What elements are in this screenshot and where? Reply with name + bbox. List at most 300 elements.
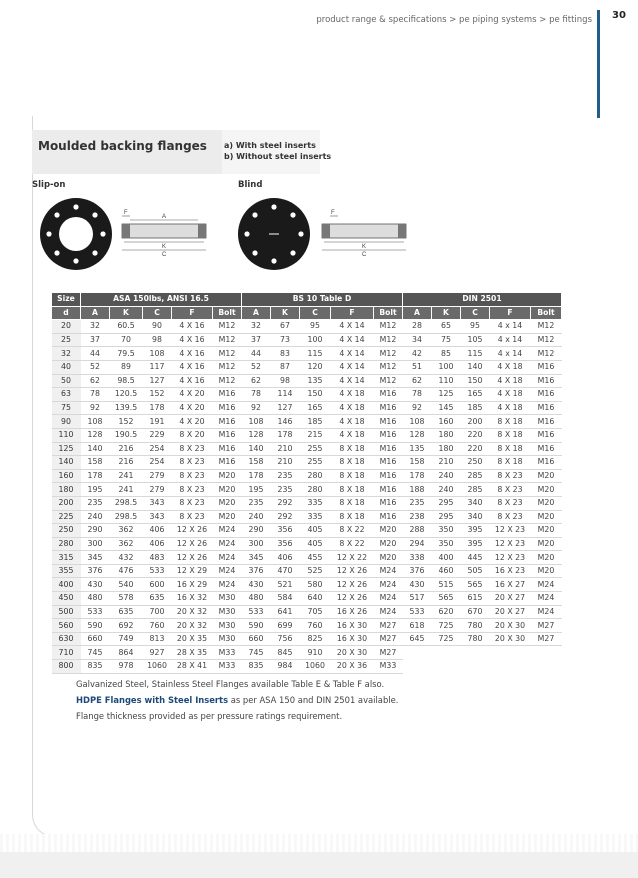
- table-cell: 20 X 27: [490, 605, 531, 619]
- table-cell: 235: [81, 496, 110, 510]
- table-cell: M24: [213, 551, 242, 565]
- table-cell: M24: [374, 564, 403, 578]
- notes: [76, 676, 398, 724]
- table-cell: 140: [81, 442, 110, 456]
- table-cell: 813: [143, 632, 172, 646]
- table-cell: 52: [242, 360, 271, 374]
- table-cell: M20: [531, 496, 562, 510]
- table-cell: 620: [432, 605, 461, 619]
- table-body: [52, 320, 562, 673]
- table-cell: M24: [213, 578, 242, 592]
- table-cell: 285: [461, 483, 490, 497]
- table-cell: 430: [242, 578, 271, 592]
- table-cell: 780: [461, 619, 490, 633]
- column-header: C: [300, 306, 331, 320]
- table-cell: 470: [271, 564, 300, 578]
- table-cell: 100: [300, 333, 331, 347]
- table-cell: 240: [242, 510, 271, 524]
- slip-on-dim-a: A: [162, 214, 167, 220]
- table-cell: M12: [213, 360, 242, 374]
- table-cell: M16: [374, 483, 403, 497]
- table-cell: 376: [242, 564, 271, 578]
- table-cell: M16: [531, 360, 562, 374]
- note-line-2: [76, 692, 398, 708]
- table-cell: M33: [213, 660, 242, 674]
- table-cell: 280: [300, 483, 331, 497]
- column-header: Bolt: [531, 306, 562, 320]
- table-cell: 145: [432, 401, 461, 415]
- table-cell: 20 X 27: [490, 592, 531, 606]
- flange-spec-table: [51, 292, 562, 674]
- table-cell: 835: [242, 660, 271, 674]
- table-cell: 700: [143, 605, 172, 619]
- table-row: [52, 360, 562, 374]
- table-cell: 28 X 41: [172, 660, 213, 674]
- table-cell: 152: [110, 415, 143, 429]
- table-cell: 83: [271, 347, 300, 361]
- table-cell: 12 X 23: [490, 551, 531, 565]
- table-cell: M20: [213, 483, 242, 497]
- table-cell: 229: [143, 428, 172, 442]
- table-cell: 210: [432, 456, 461, 470]
- table-cell: M24: [213, 564, 242, 578]
- table-cell: 4 X 14: [331, 360, 374, 374]
- size-cell: 630: [52, 632, 81, 646]
- column-header: d: [52, 306, 81, 320]
- group-header-bs10: BS 10 Table D: [242, 293, 403, 307]
- table-cell: M20: [374, 524, 403, 538]
- table-cell: 480: [81, 592, 110, 606]
- table-cell: M16: [374, 456, 403, 470]
- breadcrumb: product range & specifications > pe piping systems > pe fittings: [316, 15, 592, 25]
- table-cell: 28 X 35: [172, 646, 213, 660]
- table-cell: 62: [403, 374, 432, 388]
- table-cell: 292: [271, 510, 300, 524]
- table-cell: 780: [461, 632, 490, 646]
- table-row: [52, 456, 562, 470]
- table-cell: 641: [271, 605, 300, 619]
- table-cell: M16: [213, 442, 242, 456]
- table-cell: 127: [143, 374, 172, 388]
- table-cell: 12 X 26: [172, 551, 213, 565]
- table-cell: 78: [242, 388, 271, 402]
- column-header: K: [432, 306, 461, 320]
- table-row: [52, 496, 562, 510]
- slip-on-bore: [59, 217, 93, 251]
- table-cell: 165: [461, 388, 490, 402]
- table-cell: 4 X 14: [331, 320, 374, 334]
- table-row: [52, 646, 562, 660]
- table-cell: 432: [110, 551, 143, 565]
- table-cell: 350: [432, 524, 461, 538]
- table-cell: 98: [271, 374, 300, 388]
- table-cell: M16: [531, 442, 562, 456]
- table-cell: 4 X 14: [331, 347, 374, 361]
- table-cell: M20: [531, 551, 562, 565]
- table-cell: 455: [300, 551, 331, 565]
- table-cell: 300: [81, 537, 110, 551]
- table-cell: 87: [271, 360, 300, 374]
- table-cell: [461, 660, 490, 674]
- note-line-2-bold: HDPE Flanges with Steel Inserts: [76, 695, 229, 705]
- table-cell: 525: [300, 564, 331, 578]
- table-cell: 32: [81, 320, 110, 334]
- table-cell: 70: [110, 333, 143, 347]
- table-cell: 340: [461, 510, 490, 524]
- table-cell: M20: [531, 537, 562, 551]
- table-cell: M20: [531, 524, 562, 538]
- table-cell: M12: [374, 347, 403, 361]
- table-cell: 8 X 23: [172, 510, 213, 524]
- table-cell: 115: [461, 347, 490, 361]
- note-line-1: Galvanized Steel, Stainless Steel Flanges available Table E & Table F also.: [76, 679, 385, 689]
- size-cell: 125: [52, 442, 81, 456]
- table-cell: 95: [461, 320, 490, 334]
- table-cell: 864: [110, 646, 143, 660]
- table-cell: 127: [271, 401, 300, 415]
- column-header: A: [81, 306, 110, 320]
- table-cell: 150: [461, 374, 490, 388]
- table-cell: 114: [271, 388, 300, 402]
- table-cell: 158: [403, 456, 432, 470]
- blind-side-view: [322, 224, 406, 238]
- table-cell: 32: [242, 320, 271, 334]
- table-cell: M12: [213, 347, 242, 361]
- table-cell: 483: [143, 551, 172, 565]
- table-cell: 395: [461, 524, 490, 538]
- table-cell: 210: [271, 442, 300, 456]
- blind-dim-f: F: [331, 210, 335, 216]
- table-cell: 191: [143, 415, 172, 429]
- table-cell: [403, 646, 432, 660]
- table-cell: M12: [374, 333, 403, 347]
- table-cell: 590: [81, 619, 110, 633]
- table-cell: 215: [300, 428, 331, 442]
- table-cell: 178: [81, 469, 110, 483]
- table-cell: 20 X 35: [172, 632, 213, 646]
- table-cell: 745: [81, 646, 110, 660]
- table-cell: 4 X 16: [172, 347, 213, 361]
- size-cell: 25: [52, 333, 81, 347]
- table-cell: 340: [461, 496, 490, 510]
- table-cell: M20: [531, 469, 562, 483]
- table-cell: 51: [403, 360, 432, 374]
- table-cell: 42: [403, 347, 432, 361]
- table-cell: M20: [374, 537, 403, 551]
- table-cell: 645: [403, 632, 432, 646]
- table-cell: 280: [300, 469, 331, 483]
- size-cell: 110: [52, 428, 81, 442]
- table-cell: 825: [300, 632, 331, 646]
- table-cell: [490, 646, 531, 660]
- table-cell: 12 X 26: [331, 592, 374, 606]
- table-cell: 362: [110, 524, 143, 538]
- table-cell: 517: [403, 592, 432, 606]
- blind-caption: Blind: [238, 180, 263, 190]
- table-cell: 178: [242, 469, 271, 483]
- table-cell: M12: [531, 333, 562, 347]
- table-cell: 158: [81, 456, 110, 470]
- table-cell: 290: [242, 524, 271, 538]
- table-cell: 760: [143, 619, 172, 633]
- table-cell: 8 X 23: [172, 469, 213, 483]
- table-cell: 584: [271, 592, 300, 606]
- size-cell: 160: [52, 469, 81, 483]
- page-number: [597, 10, 638, 118]
- table-cell: 16 X 30: [331, 619, 374, 633]
- blind-dim-c: C: [362, 252, 367, 258]
- column-header: C: [461, 306, 490, 320]
- table-cell: 16 X 29: [172, 578, 213, 592]
- table-cell: 745: [242, 646, 271, 660]
- subtitle-a: a) With steel inserts: [224, 141, 316, 150]
- table-cell: M30: [213, 592, 242, 606]
- table-cell: 1060: [143, 660, 172, 674]
- table-cell: 565: [432, 592, 461, 606]
- group-header-size: Size: [52, 293, 81, 307]
- column-header: F: [172, 306, 213, 320]
- slip-on-dim-f: F: [124, 210, 128, 216]
- table-cell: 78: [403, 388, 432, 402]
- slip-on-flange-diagram: [36, 196, 216, 272]
- size-cell: 400: [52, 578, 81, 592]
- table-cell: 300: [242, 537, 271, 551]
- table-cell: 1060: [300, 660, 331, 674]
- table-cell: M16: [531, 374, 562, 388]
- table-cell: 4 x 14: [490, 347, 531, 361]
- table-cell: 216: [110, 456, 143, 470]
- table-cell: 476: [110, 564, 143, 578]
- table-cell: 4 X 18: [490, 360, 531, 374]
- table-cell: 8 X 18: [490, 428, 531, 442]
- table-row: [52, 660, 562, 674]
- size-cell: 50: [52, 374, 81, 388]
- group-header-row: [52, 293, 562, 307]
- table-cell: M16: [213, 456, 242, 470]
- table-cell: 4 x 14: [490, 320, 531, 334]
- footer-pattern: [0, 834, 638, 852]
- table-cell: 376: [403, 564, 432, 578]
- table-cell: 285: [461, 469, 490, 483]
- table-cell: 460: [432, 564, 461, 578]
- table-cell: 356: [271, 537, 300, 551]
- table-cell: 760: [300, 619, 331, 633]
- table-cell: 220: [461, 442, 490, 456]
- column-header: A: [242, 306, 271, 320]
- table-cell: 75: [432, 333, 461, 347]
- table-cell: 8 X 23: [490, 483, 531, 497]
- size-cell: 450: [52, 592, 81, 606]
- size-cell: 560: [52, 619, 81, 633]
- table-cell: 16 X 26: [331, 605, 374, 619]
- table-cell: 89: [110, 360, 143, 374]
- slip-on-caption: Slip-on: [32, 180, 66, 190]
- footer-band: [0, 852, 638, 878]
- size-cell: 40: [52, 360, 81, 374]
- table-cell: 241: [110, 469, 143, 483]
- table-cell: 279: [143, 469, 172, 483]
- table-cell: 4 X 18: [331, 415, 374, 429]
- table-cell: M16: [213, 428, 242, 442]
- table-cell: 345: [81, 551, 110, 565]
- table-cell: 4 X 16: [172, 360, 213, 374]
- table-cell: M33: [374, 660, 403, 674]
- table-cell: M12: [374, 360, 403, 374]
- table-cell: 60.5: [110, 320, 143, 334]
- table-cell: 158: [242, 456, 271, 470]
- table-cell: 79.5: [110, 347, 143, 361]
- table-cell: 376: [81, 564, 110, 578]
- column-header: Bolt: [213, 306, 242, 320]
- table-cell: M27: [374, 619, 403, 633]
- table-cell: 8 X 18: [331, 496, 374, 510]
- table-cell: 8 X 23: [172, 456, 213, 470]
- column-header: C: [143, 306, 172, 320]
- table-row: [52, 374, 562, 388]
- table-cell: 295: [432, 496, 461, 510]
- size-cell: 500: [52, 605, 81, 619]
- column-header: K: [110, 306, 143, 320]
- table-cell: 241: [110, 483, 143, 497]
- table-cell: 98: [143, 333, 172, 347]
- table-cell: 660: [242, 632, 271, 646]
- size-cell: 280: [52, 537, 81, 551]
- table-cell: 618: [403, 619, 432, 633]
- table-cell: 120.5: [110, 388, 143, 402]
- table-cell: M16: [531, 388, 562, 402]
- table-cell: 37: [81, 333, 110, 347]
- table-cell: 12 X 29: [172, 564, 213, 578]
- table-cell: 67: [271, 320, 300, 334]
- table-cell: 4 X 18: [490, 374, 531, 388]
- table-cell: 20 X 36: [331, 660, 374, 674]
- table-cell: 294: [403, 537, 432, 551]
- table-cell: 92: [242, 401, 271, 415]
- table-cell: M16: [374, 510, 403, 524]
- table-cell: 540: [110, 578, 143, 592]
- table-cell: M24: [213, 524, 242, 538]
- table-cell: M20: [213, 469, 242, 483]
- size-cell: 180: [52, 483, 81, 497]
- table-cell: 16 X 23: [490, 564, 531, 578]
- table-cell: 4 X 20: [172, 401, 213, 415]
- size-cell: 75: [52, 401, 81, 415]
- size-cell: 250: [52, 524, 81, 538]
- table-row: [52, 442, 562, 456]
- table-cell: 515: [432, 578, 461, 592]
- table-cell: 12 X 26: [331, 578, 374, 592]
- table-cell: 108: [403, 415, 432, 429]
- table-cell: 44: [81, 347, 110, 361]
- size-cell: 225: [52, 510, 81, 524]
- table-cell: 565: [461, 578, 490, 592]
- size-cell: 32: [52, 347, 81, 361]
- table-cell: 8 X 23: [172, 496, 213, 510]
- table-cell: 4 X 14: [331, 374, 374, 388]
- table-row: [52, 537, 562, 551]
- table-cell: 85: [432, 347, 461, 361]
- table-cell: M12: [374, 320, 403, 334]
- table-cell: 8 X 23: [490, 496, 531, 510]
- table-cell: [490, 660, 531, 674]
- table-cell: M30: [213, 619, 242, 633]
- table-cell: 8 X 22: [331, 524, 374, 538]
- size-cell: 710: [52, 646, 81, 660]
- table-row: [52, 333, 562, 347]
- table-cell: 128: [81, 428, 110, 442]
- table-cell: 4 X 18: [331, 428, 374, 442]
- table-cell: 705: [300, 605, 331, 619]
- table-cell: 692: [110, 619, 143, 633]
- table-cell: 195: [81, 483, 110, 497]
- table-cell: 725: [432, 619, 461, 633]
- table-cell: 160: [432, 415, 461, 429]
- table-cell: 521: [271, 578, 300, 592]
- table-cell: 16 X 32: [172, 592, 213, 606]
- table-cell: 117: [143, 360, 172, 374]
- table-cell: 20 X 32: [172, 605, 213, 619]
- table-cell: M20: [213, 496, 242, 510]
- table-cell: M27: [374, 646, 403, 660]
- size-cell: 315: [52, 551, 81, 565]
- table-row: [52, 347, 562, 361]
- table-cell: 288: [403, 524, 432, 538]
- table-cell: 250: [461, 456, 490, 470]
- table-cell: M24: [531, 605, 562, 619]
- table-cell: 8 X 18: [490, 442, 531, 456]
- table-cell: 505: [461, 564, 490, 578]
- table-cell: M30: [213, 605, 242, 619]
- table-cell: 8 X 18: [331, 510, 374, 524]
- table-cell: 406: [271, 551, 300, 565]
- group-header-din: DIN 2501: [403, 293, 562, 307]
- table-cell: 216: [110, 442, 143, 456]
- table-cell: 578: [110, 592, 143, 606]
- table-cell: M20: [531, 510, 562, 524]
- slip-on-dim-k: K: [162, 244, 167, 250]
- table-cell: M16: [531, 456, 562, 470]
- table-cell: 4 X 18: [331, 401, 374, 415]
- table-cell: 345: [242, 551, 271, 565]
- table-row: [52, 578, 562, 592]
- table-cell: 335: [300, 496, 331, 510]
- column-header: Bolt: [374, 306, 403, 320]
- table-cell: 235: [242, 496, 271, 510]
- note-line-2-rest: as per ASA 150 and DIN 2501 available.: [228, 695, 399, 705]
- table-cell: 4 X 16: [172, 333, 213, 347]
- table-cell: M30: [213, 632, 242, 646]
- table-cell: 115: [300, 347, 331, 361]
- table-cell: 8 X 18: [331, 456, 374, 470]
- table-row: [52, 524, 562, 538]
- table-cell: 62: [242, 374, 271, 388]
- table-cell: 4 X 18: [490, 388, 531, 402]
- table-cell: 128: [403, 428, 432, 442]
- table-cell: M16: [374, 388, 403, 402]
- section-title: Moulded backing flanges: [38, 139, 207, 153]
- table-cell: 20 X 32: [172, 619, 213, 633]
- table-cell: 845: [271, 646, 300, 660]
- table-cell: 95: [300, 320, 331, 334]
- table-cell: 635: [110, 605, 143, 619]
- table-cell: M16: [374, 469, 403, 483]
- table-cell: 139.5: [110, 401, 143, 415]
- table-cell: M24: [531, 592, 562, 606]
- table-cell: 430: [81, 578, 110, 592]
- table-cell: M12: [531, 347, 562, 361]
- table-cell: 92: [81, 401, 110, 415]
- table-cell: 4 X 20: [172, 415, 213, 429]
